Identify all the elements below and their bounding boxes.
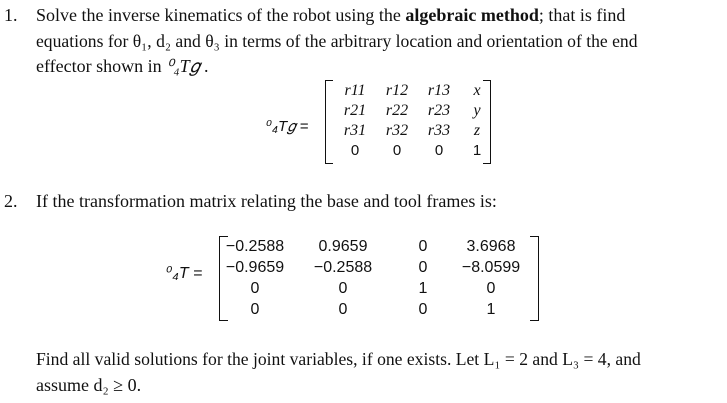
q1-matrix-cell-r2-c2: r22 [385, 102, 409, 119]
q1-number: 1. [4, 5, 18, 25]
q1-matrix-cell-r1-c1: r11 [344, 82, 366, 99]
q2-matrix-cell-r1-c4: 3.6968 [466, 238, 516, 255]
q1-line1-post: ; that is find [538, 5, 626, 25]
q2-matrix-cell-r2-c4: −8.0599 [461, 259, 521, 276]
q2-matrix-cell-r4-c3: 0 [418, 301, 428, 318]
q2-matrix-label: ⁰₄T = [166, 265, 203, 282]
q2-matrix-cell-r3-c4: 0 [486, 280, 496, 297]
q2-find-line1: Find all valid solutions for the joint variables, if one exists. Let L₁ = 2 and L₃ = 4, and [36, 349, 641, 369]
q2-number: 2. [4, 191, 18, 211]
q1-matrix-cell-r2-c1: r21 [343, 102, 367, 119]
q2-line1: If the transformation matrix relating the base and tool frames is: [36, 191, 497, 211]
q1-matrix-cell-r4-c2: 0 [392, 142, 402, 159]
q1-matrix-cell-r1-c2: r12 [385, 82, 409, 99]
q2-matrix-right-bracket [530, 236, 539, 321]
q2-matrix [219, 236, 539, 319]
q1-matrix-cell-r1-c3: r13 [427, 82, 451, 99]
q1-line1-pre: Solve the inverse kinematics of the robot using the [36, 5, 406, 25]
q2-matrix-cell-r1-c1: −0.2588 [225, 238, 285, 255]
q2-matrix-cell-r4-c2: 0 [338, 301, 348, 318]
q1-matrix-cell-r3-c1: r31 [343, 122, 367, 139]
q2-matrix-cell-r2-c2: −0.2588 [313, 259, 373, 276]
q2-matrix-cell-r3-c1: 0 [250, 280, 260, 297]
q2-matrix-cell-r3-c2: 0 [338, 280, 348, 297]
q2-matrix-cell-r2-c3: 0 [418, 259, 428, 276]
q1-matrix-cell-r4-c3: 0 [434, 142, 444, 159]
q1-line3-text: effector shown in [36, 56, 162, 76]
q1-line2: equations for θ₁, d₂ and θ₃ in terms of the arbitrary location and orientation of the end [36, 31, 638, 51]
q1-matrix-cell-r2-c3: r23 [427, 102, 451, 119]
q1-line1-bold: algebraic method [405, 5, 539, 25]
q1-matrix-cell-r1-c4: x [473, 82, 481, 99]
q2-find-line2: assume d₂ ≥ 0. [36, 375, 142, 395]
q1-matrix-cell-r3-c2: r32 [385, 122, 409, 139]
q1-matrix-cell-r4-c1: 0 [350, 142, 360, 159]
q1-matrix-cell-r3-c4: z [473, 122, 481, 139]
q2-matrix-cell-r1-c2: 0.9659 [318, 238, 368, 255]
q1-line3-end: . [204, 56, 209, 76]
q1-matrix [325, 80, 491, 162]
q2-matrix-cell-r3-c3: 1 [418, 280, 428, 297]
q2-matrix-cell-r2-c1: −0.9659 [225, 259, 285, 276]
q1-matrix-label: ⁰₄T𝑔 = [266, 118, 309, 135]
q2-matrix-cell-r1-c3: 0 [418, 238, 428, 255]
q1-matrix-cell-r3-c3: r33 [427, 122, 451, 139]
q2-matrix-cell-r4-c4: 1 [486, 301, 496, 318]
q2-matrix-cell-r4-c1: 0 [250, 301, 260, 318]
q1-line3-symbol: ⁰₄T𝑔 [166, 56, 200, 76]
q1-line3 [36, 55, 209, 77]
q1-matrix-cell-r4-c4: 1 [472, 142, 482, 159]
q1-matrix-cell-r2-c4: y [473, 102, 481, 119]
q1-line1 [36, 4, 625, 26]
